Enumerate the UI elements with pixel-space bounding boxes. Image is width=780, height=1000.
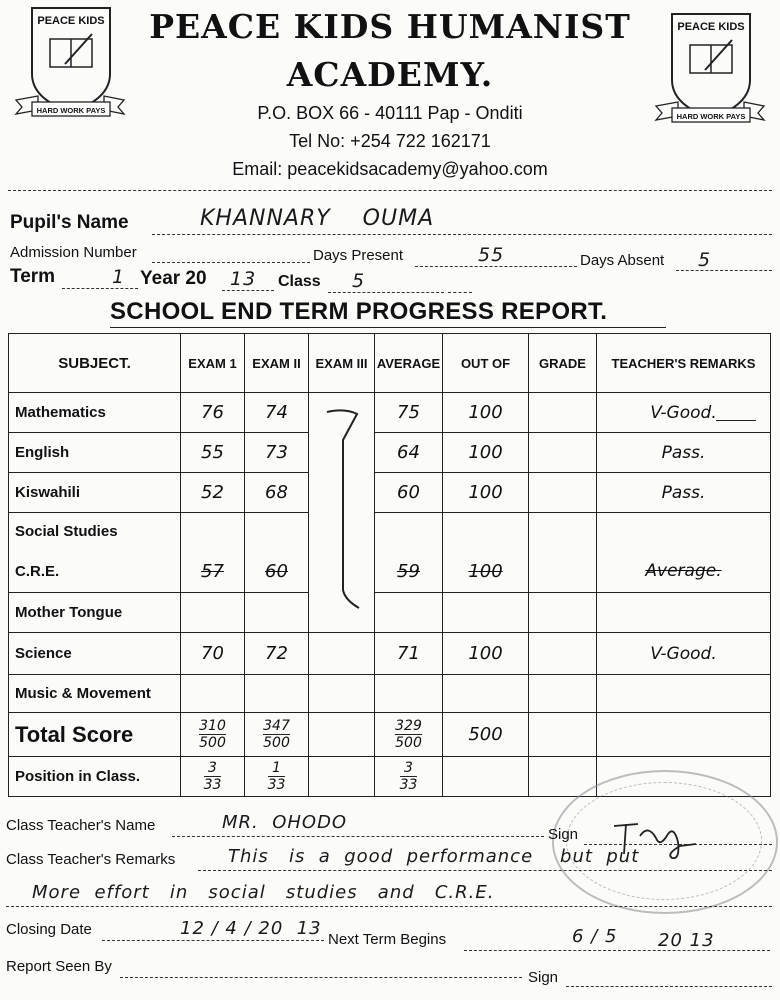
term-value: 1 [112, 266, 126, 288]
remarks-cell: V-Good. [597, 393, 771, 433]
remarks-cell [597, 513, 771, 551]
remarks-cell: Average. [597, 551, 771, 593]
position-average-num: 3 [400, 760, 418, 777]
exam1-cell: 57 [181, 551, 245, 593]
average-cell: 59 [375, 551, 443, 593]
days-absent-line [676, 270, 772, 271]
out-of-cell: 100 [443, 433, 529, 473]
average-cell: 64 [375, 433, 443, 473]
total-exam1-den: 500 [199, 734, 226, 751]
report-seen-by-label: Report Seen By [6, 958, 112, 975]
pupil-name-line [152, 234, 772, 235]
average-cell: 75 [375, 393, 443, 433]
average-cell: 71 [375, 633, 443, 675]
school-logo-right [650, 10, 770, 130]
school-logo-left [10, 4, 130, 124]
header-remarks: TEACHER'S REMARKS [597, 334, 771, 393]
teacher-remarks-label: Class Teacher's Remarks [6, 851, 176, 868]
subject-cell: Science [9, 633, 181, 675]
position-exam2-cell [245, 757, 309, 797]
out-of-cell: 100 [443, 551, 529, 593]
table-row [9, 633, 771, 675]
svg-text:HARD WORK PAYS: HARD WORK PAYS [36, 106, 106, 115]
table-row [9, 473, 771, 513]
grade-cell [529, 513, 597, 551]
subject-cell: Mother Tongue [9, 593, 181, 633]
total-remarks-cell [597, 713, 771, 757]
next-term-value: 6 / 5 [572, 926, 618, 947]
header-exam3: EXAM III [309, 334, 375, 393]
days-absent-value: 5 [698, 249, 712, 271]
total-exam3-cell [309, 713, 375, 757]
exam2-cell: 60 [245, 551, 309, 593]
admission-label: Admission Number [10, 244, 137, 261]
subject-cell: English [9, 433, 181, 473]
position-average-den: 33 [399, 776, 418, 793]
exam1-cell [181, 513, 245, 551]
grade-cell [529, 433, 597, 473]
total-average-num: 329 [395, 717, 422, 734]
sign2-label: Sign [528, 969, 559, 986]
header-grade: GRADE [529, 334, 597, 393]
header-exam1: EXAM 1 [181, 334, 245, 393]
table-header-row [9, 334, 771, 393]
subject-cell: C.R.E. [9, 551, 181, 593]
subject-cell: Music & Movement [9, 675, 181, 713]
exam1-cell: 70 [181, 633, 245, 675]
header-out-of: OUT OF [443, 334, 529, 393]
exam2-cell: 74 [245, 393, 309, 433]
exam2-cell [245, 593, 309, 633]
next-term-year: 20 13 [658, 930, 715, 951]
remarks-cell: Pass. [597, 473, 771, 513]
grade-cell [529, 675, 597, 713]
exam1-cell: 52 [181, 473, 245, 513]
closing-date-line [102, 940, 324, 941]
teacher-remarks-line1 [198, 870, 772, 871]
school-name-line2: ACADEMY. [286, 55, 494, 94]
total-average-den: 500 [395, 734, 422, 751]
total-out-of-cell: 500 [443, 713, 529, 757]
exam1-cell [181, 593, 245, 633]
exam2-cell: 72 [245, 633, 309, 675]
exam1-cell: 76 [181, 393, 245, 433]
table-row [9, 433, 771, 473]
grade-cell [529, 593, 597, 633]
total-exam2-den: 500 [263, 734, 290, 751]
class-line [328, 292, 444, 293]
term-line [62, 288, 138, 289]
header-divider [8, 190, 772, 191]
report-title-underline [110, 327, 666, 328]
days-absent-label: Days Absent [580, 252, 665, 269]
position-exam2-num: 1 [268, 760, 286, 777]
remarks-cell: Pass. [597, 433, 771, 473]
subject-cell: Social Studies [9, 513, 181, 551]
average-cell: 60 [375, 473, 443, 513]
pupil-name-value: KHANNARY OUMA [200, 206, 435, 231]
report-title: SCHOOL END TERM PROGRESS REPORT. [110, 298, 608, 325]
table-row [9, 593, 771, 633]
closing-date-value: 12 / 4 / 20 13 [180, 918, 322, 939]
report-seen-by-line [120, 977, 522, 978]
table-row [9, 675, 771, 713]
average-cell [375, 593, 443, 633]
exam1-cell: 55 [181, 433, 245, 473]
class-value: 5 [352, 270, 366, 292]
position-exam3-cell [309, 757, 375, 797]
admission-line [152, 262, 310, 263]
year-value: 13 [230, 268, 257, 290]
position-label: Position in Class. [9, 757, 181, 797]
exam3-cell [309, 633, 375, 675]
days-present-label: Days Present [313, 247, 404, 264]
exam3-bracket-mark [315, 400, 375, 615]
exam2-cell: 68 [245, 473, 309, 513]
year-line [222, 290, 274, 291]
total-exam2-cell [245, 713, 309, 757]
total-exam2-num: 347 [263, 717, 290, 734]
position-exam1-cell [181, 757, 245, 797]
school-email: Email: peacekidsacademy@yahoo.com [232, 159, 548, 179]
table-row [9, 551, 771, 593]
grade-cell [529, 633, 597, 675]
days-present-line [415, 266, 577, 267]
average-cell [375, 675, 443, 713]
term-label: Term [10, 266, 56, 287]
school-name-line1: PEACE KIDS HUMANIST [149, 7, 631, 46]
teacher-name-label: Class Teacher's Name [6, 817, 156, 834]
exam2-cell [245, 675, 309, 713]
year-label: Year 20 [140, 268, 207, 289]
out-of-cell [443, 593, 529, 633]
exam3-cell [309, 675, 375, 713]
logo-text-right: PEACE KIDS [677, 21, 745, 33]
position-out-of-cell [443, 757, 529, 797]
total-score-row [9, 713, 771, 757]
position-exam1-num: 3 [204, 760, 222, 777]
teacher-remarks-text-2: More effort in social studies and C.R.E. [32, 882, 495, 903]
position-average-cell [375, 757, 443, 797]
closing-date-label: Closing Date [6, 921, 92, 938]
next-term-line [464, 950, 770, 951]
class-label: Class [278, 273, 321, 290]
teacher-name-line [172, 836, 544, 837]
progress-table [8, 333, 771, 797]
total-grade-cell [529, 713, 597, 757]
exam2-cell [245, 513, 309, 551]
table-row [9, 393, 771, 433]
days-present-value: 55 [478, 244, 505, 266]
subject-cell: Kiswahili [9, 473, 181, 513]
position-exam2-den: 33 [267, 776, 286, 793]
subject-cell: Mathematics [9, 393, 181, 433]
total-score-label: Total Score [9, 713, 181, 757]
header-exam2: EXAM II [245, 334, 309, 393]
logo-text-left: PEACE KIDS [37, 15, 105, 27]
pupil-name-label: Pupil's Name [10, 212, 129, 233]
exam1-cell [181, 675, 245, 713]
header-subject: SUBJECT. [9, 334, 181, 393]
out-of-cell [443, 675, 529, 713]
exam2-cell: 73 [245, 433, 309, 473]
sign-label: Sign [548, 826, 579, 843]
svg-text:HARD WORK PAYS: HARD WORK PAYS [676, 112, 746, 121]
remarks-cell [597, 593, 771, 633]
remarks-cell: V-Good. [597, 633, 771, 675]
school-tel: Tel No: +254 722 162171 [289, 131, 491, 151]
teacher-name-value: MR. OHODO [222, 812, 348, 833]
grade-cell [529, 393, 597, 433]
position-exam1-den: 33 [203, 776, 222, 793]
total-exam1-cell [181, 713, 245, 757]
total-average-cell [375, 713, 443, 757]
out-of-cell [443, 513, 529, 551]
grade-cell [529, 551, 597, 593]
average-cell [375, 513, 443, 551]
next-term-label: Next Term Begins [328, 931, 447, 948]
out-of-cell: 100 [443, 633, 529, 675]
class-line-tail [448, 292, 472, 293]
sign2-line [566, 986, 772, 987]
grade-cell [529, 473, 597, 513]
out-of-cell: 100 [443, 393, 529, 433]
school-address: P.O. BOX 66 - 40111 Pap - Onditi [257, 103, 523, 123]
total-exam1-num: 310 [199, 717, 226, 734]
teacher-remarks-line2 [6, 906, 772, 907]
remarks-dash-mark [716, 420, 756, 421]
teacher-remarks-text-1: This is a good performance but put [228, 846, 640, 867]
header-average: AVERAGE [375, 334, 443, 393]
table-row [9, 513, 771, 551]
remarks-cell [597, 675, 771, 713]
out-of-cell: 100 [443, 473, 529, 513]
